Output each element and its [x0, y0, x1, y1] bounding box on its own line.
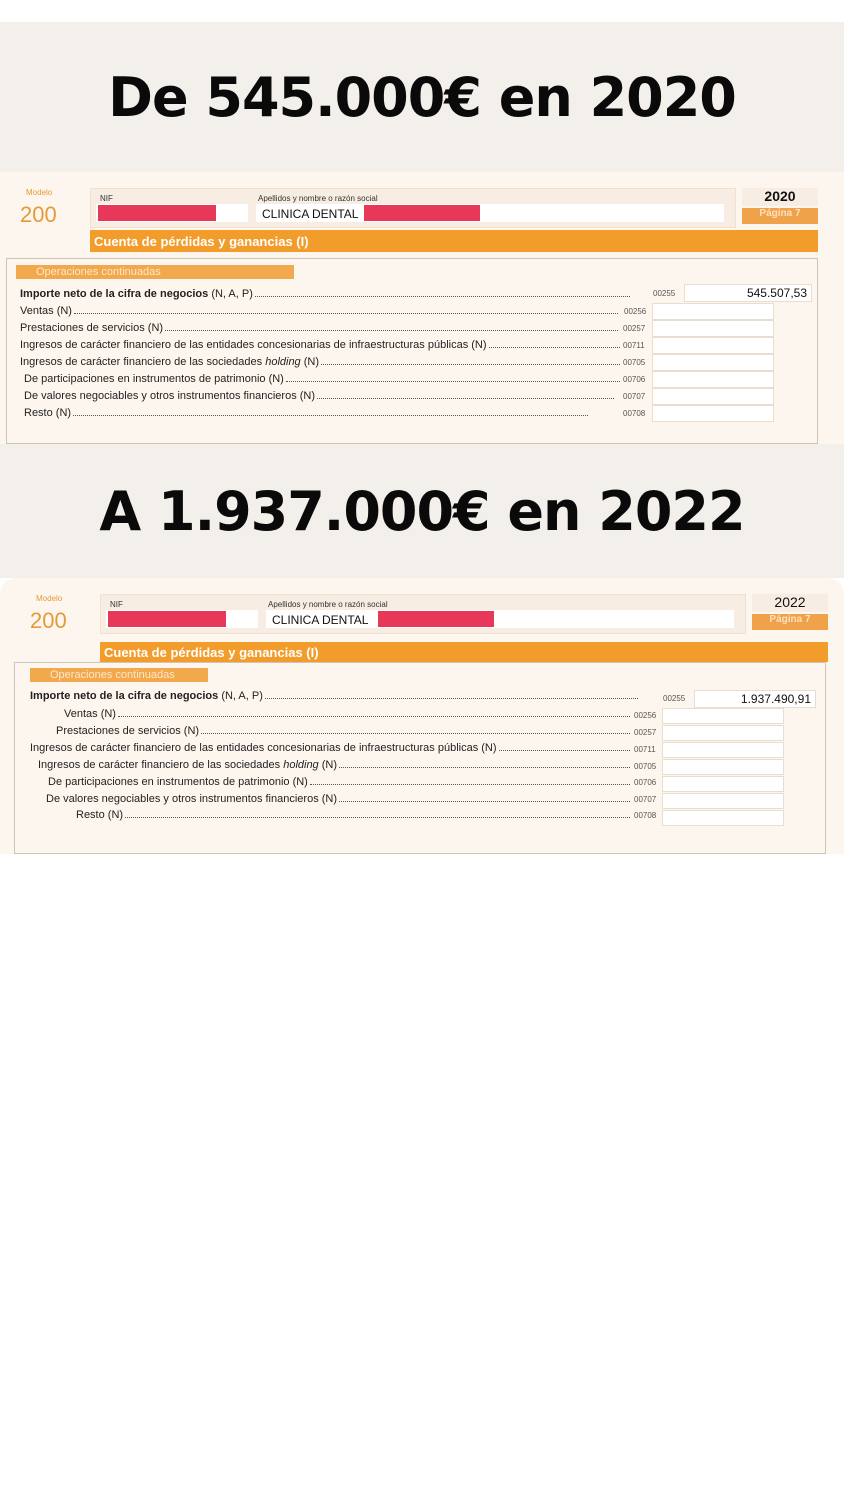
value-box — [662, 810, 784, 826]
row-participaciones: De participaciones en instrumentos de patrimonio (N) — [24, 371, 622, 385]
row-importe-neto: Importe neto de la cifra de negocios (N, A, P) — [30, 688, 640, 702]
row-valores: De valores negociables y otros instrumentos financieros (N) — [24, 388, 616, 402]
year-box: 2020 — [742, 188, 818, 206]
section-title: Cuenta de pérdidas y ganancias (I) — [90, 230, 818, 252]
row-ventas: Ventas (N) — [64, 706, 632, 720]
row-holding: Ingresos de carácter financiero de las sociedades holding (N) — [20, 354, 622, 368]
code-00256: 00256 — [624, 307, 647, 316]
ops-tab: Operaciones continuadas — [16, 265, 294, 279]
page-tab: Página 7 — [752, 614, 828, 630]
tax-form-2020 — [0, 172, 844, 444]
code-00708: 00708 — [623, 409, 646, 418]
code-00257: 00257 — [634, 728, 657, 737]
headline-band-bottom — [0, 444, 844, 578]
row-infraestructuras: Ingresos de carácter financiero de las entidades concesionarias de infraestructuras públicas (N) — [30, 740, 632, 754]
value-box — [652, 371, 774, 388]
company-name: CLINICA DENTAL — [262, 207, 359, 221]
modelo-label: Modelo — [36, 594, 63, 603]
modelo-number: 200 — [30, 608, 67, 633]
name-label: Apellidos y nombre o razón social — [258, 194, 378, 203]
code-00706: 00706 — [634, 778, 657, 787]
code-00707: 00707 — [623, 392, 646, 401]
tax-form-2022 — [0, 578, 844, 854]
nif-label: NIF — [100, 194, 113, 203]
value-box — [652, 303, 774, 320]
code-00255: 00255 — [653, 289, 676, 298]
code-00707: 00707 — [634, 795, 657, 804]
name-label: Apellidos y nombre o razón social — [268, 600, 388, 609]
nif-redaction — [108, 611, 226, 627]
row-infraestructuras: Ingresos de carácter financiero de las entidades concesionarias de infraestructuras públicas (N) — [20, 337, 622, 351]
company-name: CLINICA DENTAL — [272, 613, 369, 627]
row-ventas: Ventas (N) — [20, 303, 620, 317]
row-resto: Resto (N) — [24, 405, 590, 419]
name-redaction — [364, 205, 480, 221]
code-00711: 00711 — [623, 341, 645, 350]
modelo-label: Modelo — [26, 188, 53, 197]
code-00705: 00705 — [623, 358, 646, 367]
row-participaciones: De participaciones en instrumentos de patrimonio (N) — [48, 774, 632, 788]
value-box — [652, 320, 774, 337]
code-00256: 00256 — [634, 711, 657, 720]
modelo-number: 200 — [20, 202, 57, 227]
value-box — [662, 793, 784, 809]
value-box — [652, 337, 774, 354]
code-00255: 00255 — [663, 694, 686, 703]
ops-tab: Operaciones continuadas — [30, 668, 208, 682]
headline-band-top — [0, 22, 844, 172]
code-00257: 00257 — [623, 324, 646, 333]
row-prestaciones: Prestaciones de servicios (N) — [56, 723, 632, 737]
value-importe-neto: 1.937.490,91 — [694, 690, 816, 708]
value-box — [652, 354, 774, 371]
row-prestaciones: Prestaciones de servicios (N) — [20, 320, 620, 334]
value-box — [662, 742, 784, 758]
value-box — [662, 725, 784, 741]
code-00706: 00706 — [623, 375, 646, 384]
code-00708: 00708 — [634, 811, 657, 820]
row-importe-neto: Importe neto de la cifra de negocios (N, A, P) — [20, 286, 632, 300]
value-box — [652, 405, 774, 422]
row-holding: Ingresos de carácter financiero de las sociedades holding (N) — [38, 757, 632, 771]
name-redaction — [378, 611, 494, 627]
nif-redaction — [98, 205, 216, 221]
value-box — [662, 708, 784, 724]
year-box: 2022 — [752, 594, 828, 612]
value-importe-neto: 545.507,53 — [684, 284, 812, 302]
value-box — [662, 759, 784, 775]
row-resto: Resto (N) — [76, 807, 632, 821]
value-box — [652, 388, 774, 405]
value-box — [662, 776, 784, 792]
nif-label: NIF — [110, 600, 123, 609]
headline-2022: A 1.937.000€ en 2022 — [99, 479, 745, 543]
section-title: Cuenta de pérdidas y ganancias (I) — [100, 642, 828, 662]
headline-2020: De 545.000€ en 2020 — [108, 65, 736, 129]
page-tab: Página 7 — [742, 208, 818, 224]
code-00711: 00711 — [634, 745, 656, 754]
code-00705: 00705 — [634, 762, 657, 771]
row-valores: De valores negociables y otros instrumentos financieros (N) — [46, 791, 632, 805]
